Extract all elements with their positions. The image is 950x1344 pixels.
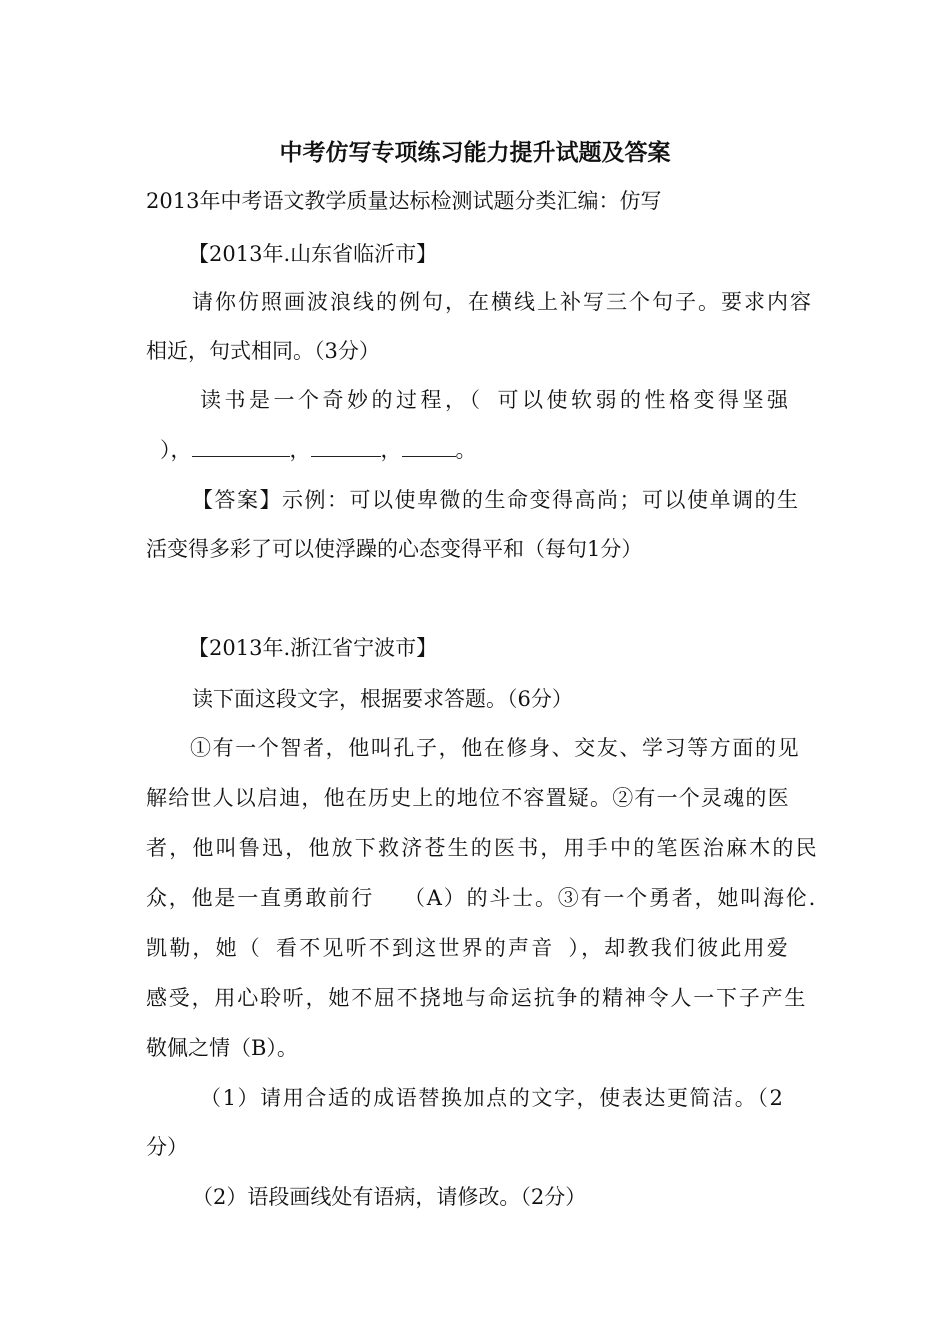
section-heading-linyi: 【2013年.山东省临沂市】 xyxy=(188,242,438,266)
question-text: 相近，句式相同。（3分） xyxy=(146,339,380,363)
paragraph-line: ①有一个智者，他叫孔子，他在修身、交友、学习等方面的见 xyxy=(190,736,801,760)
blank-line xyxy=(160,434,477,465)
sub-question-1: 分） xyxy=(146,1135,188,1159)
section-heading-ningbo: 【2013年.浙江省宁波市】 xyxy=(188,636,438,660)
paragraph-line xyxy=(146,933,790,963)
answer-blank[interactable] xyxy=(402,434,456,457)
paragraph-line: 感受，用心聆听，她不屈不挠地与命运抗争的精神令人一下子产生 xyxy=(146,986,808,1010)
paragraph-segment: 众，他是一直勇敢前行 xyxy=(146,886,374,910)
example-quote: 可以使软弱的性格变得坚强 xyxy=(497,388,792,412)
example-sentence xyxy=(200,385,792,415)
paragraph-line xyxy=(146,883,817,913)
example-close: ）， xyxy=(160,438,192,462)
sub-question-2: （2）语段画线处有语病，请修改。（2分） xyxy=(192,1185,587,1209)
separator: ， xyxy=(289,438,311,462)
end-mark: 。 xyxy=(455,438,477,462)
question-text: 读下面这段文字，根据要求答题。（6分） xyxy=(192,687,573,711)
paragraph-segment: 凯勒，她（ xyxy=(146,936,262,960)
question-text: 请你仿照画波浪线的例句，在横线上补写三个句子。要求内容 xyxy=(192,290,813,314)
document-title: 中考仿写专项练习能力提升试题及答案 xyxy=(279,140,671,166)
paragraph-line: 解给世人以启迪，他在历史上的地位不容置疑。②有一个灵魂的医 xyxy=(146,786,790,810)
separator: ， xyxy=(380,438,402,462)
answer-text: 【答案】示例：可以使卑微的生命变得高尚；可以使单调的生 xyxy=(192,488,800,512)
paragraph-segment: ），却教我们彼此用爱 xyxy=(568,936,790,960)
document-subtitle: 2013年中考语文教学质量达标检测试题分类汇编：仿写 xyxy=(146,189,662,213)
example-prefix: 读书是一个奇妙的过程，（ xyxy=(200,388,484,412)
sub-question-1: （1）请用合适的成语替换加点的文字，使表达更简洁。（2 xyxy=(200,1086,785,1110)
answer-blank[interactable] xyxy=(311,434,381,457)
paragraph-segment: （A）的斗士。③有一个勇者，她叫海伦. xyxy=(404,886,818,910)
answer-text: 活变得多彩了可以使浮躁的心态变得平和（每句1分） xyxy=(146,537,643,561)
paragraph-segment: 看不见听不到这世界的声音 xyxy=(276,936,555,960)
paragraph-line: 者，他叫鲁迅，他放下救济苍生的医书，用手中的笔医治麻木的民 xyxy=(146,836,819,860)
answer-blank[interactable] xyxy=(192,434,290,457)
paragraph-line: 敬佩之情（B）。 xyxy=(146,1036,298,1060)
